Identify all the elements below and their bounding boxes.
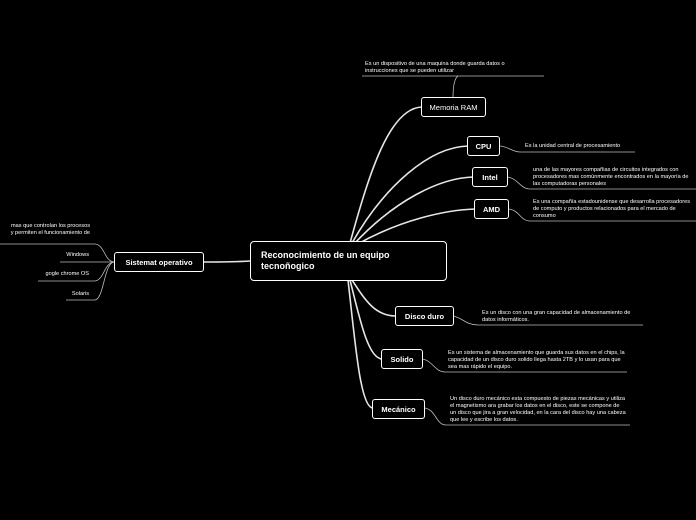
note-amd: Es una compañía estadounidense que desarrolla procesadores de computo y productos relacionados para el mercado de consumo — [533, 199, 691, 219]
left-item-solaris: Solaris — [71, 291, 89, 297]
node-label: AMD — [482, 204, 501, 214]
connector-mecanico — [348, 280, 373, 408]
node-label: Sistemat operativo — [125, 257, 193, 267]
node-intel[interactable] — [472, 167, 508, 187]
root-title: Reconocimiento de un equipo tecnoñogico — [261, 250, 390, 271]
node-cpu[interactable] — [467, 136, 500, 156]
connector-ram — [350, 107, 422, 243]
node-amd[interactable] — [474, 199, 509, 219]
connector-os — [204, 261, 250, 262]
node-mecanico[interactable] — [372, 399, 425, 419]
node-label: CPU — [475, 141, 492, 151]
left-item-chrome-os: gogle chrome OS — [45, 271, 89, 277]
node-disco-duro[interactable] — [395, 306, 454, 326]
node-sistema-operativo[interactable] — [114, 252, 204, 272]
note-intel: una de las mayores compañias de circuitos integrados con procesadores mas comúnmente encontrados en la mayoría de las computadoras personales — [533, 167, 689, 187]
node-label: Disco duro — [404, 311, 445, 321]
node-label: Solido — [390, 354, 414, 364]
left-item-windows: Windows — [66, 252, 89, 258]
note-disco-duro: Es un disco con una gran capacidad de almacenamiento de datos informáticos. — [482, 310, 631, 323]
connector-solido — [350, 280, 382, 359]
root-topic[interactable] — [250, 241, 447, 281]
note-solido: Es un sistema de almacenamiento que guarda sus datos en el chips, la capacidad de un disco duro solido llega hasta 2TB y lo usan para que sea mas rápido el equipo. — [448, 350, 625, 370]
connector-disco — [352, 280, 396, 316]
node-memoria-ram[interactable] — [421, 97, 486, 117]
left-note-1: mas que controlan los procesos y permiten el funcionamiento de — [10, 223, 90, 236]
note-memoria-ram: Es un dispositivo de una maquina donde guarda datos o instrucciones que se pueden utilizar — [365, 61, 505, 74]
note-mecanico: Un disco duro mecánico esta compuesto de piezas mecánicas y utiliza el magnetismo ara grabar los datos en el disco, este se compone de un disco que jira a gran velocidad, en la cara del disco hay una cabeza que lee y escribe los datos. — [450, 396, 626, 423]
node-label: Memoria RAM — [429, 102, 478, 112]
node-label: Intel — [482, 172, 498, 182]
node-label: Mecánico — [381, 404, 416, 414]
node-solido[interactable] — [381, 349, 423, 369]
connector-amd — [356, 209, 475, 245]
note-cpu: Es la unidad central de procesamiento — [525, 143, 621, 149]
